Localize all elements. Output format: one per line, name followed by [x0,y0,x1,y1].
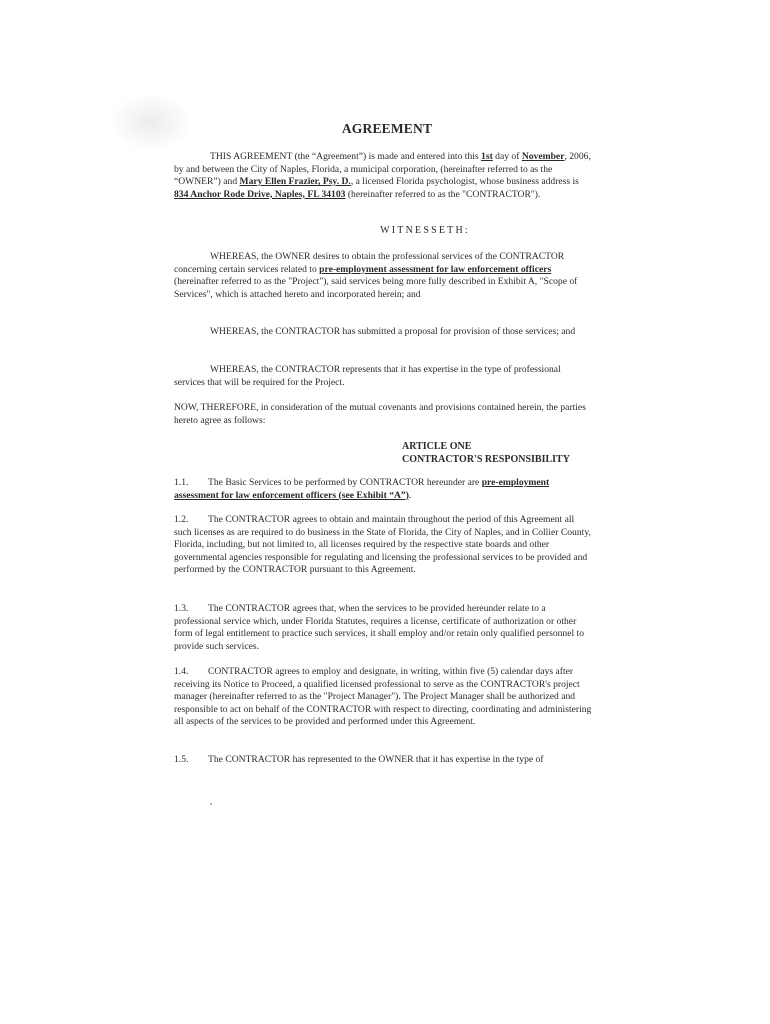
section-1-2: 1.2. The CONTRACTOR agrees to obtain and maintain throughout the period of this Agreement all such licenses as are required to do business in the State of Florida, the City of Naples, and in Collier County, Florida, including, but not limited to, all licenses required by the respective state boards and other governmental agencies responsible for regulating and licensing the professional services to be provided and performed by the CONTRACTOR pursuant to this Agreement. [174,514,591,576]
now-therefore-paragraph: NOW, THEREFORE, in consideration of the mutual covenants and provisions contained herein, the parties hereto agree as follows: [174,402,586,426]
whereas-paragraph-2: WHEREAS, the CONTRACTOR has submitted a proposal for provision of those services; and [210,326,576,337]
scan-speck [210,803,212,805]
contractor-name-field: Mary Ellen Frazier, Psy. D. [239,176,351,188]
month-field: November [521,151,565,162]
article-number: ARTICLE ONE [402,441,472,452]
project-field: pre-employment assessment for law enforcement officers [319,263,552,275]
day-field: 1st [481,151,493,162]
section-1-4: 1.4. CONTRACTOR agrees to employ and designate, in writing, within five (5) calendar days after receiving its Notice to Proceed, a qualified licensed professional to serve as the CONTRACTOR's project manager (hereinafter referred to as the "Project Manager"). The Project Manager shall be authorized and responsible to act on behalf of the CONTRACTOR with respect to directing, coordinating and administering all aspects of the services to be provided and performed under this Agreement. [174,666,592,728]
section-1-5: 1.5. The CONTRACTOR has represented to the OWNER that it has expertise in the type of [174,754,544,765]
intro-paragraph: THIS AGREEMENT (the “Agreement”) is made and entered into this 1st day of November, 2006, by and between the City of Naples, Florida, a municipal corporation, (hereinafter referred to as the “OWNER”) and Mary Ellen Frazier, Psy. D., a licensed Florida psychologist, whose business address is 834 Anchor Rode Drive, Naples, FL 34103 (hereinafter referred to as the "CONTRACTOR"). [174,151,591,200]
article-heading [402,440,570,466]
section-1-3: 1.3. The CONTRACTOR agrees that, when the services to be provided hereunder relate to a professional service which, under Florida Statutes, requires a license, certificate of authorization or other form of legal entitlement to practice such services, it shall employ and/or retain only qualified personnel to provide such services. [174,603,585,652]
section-1-1: 1.1. The Basic Services to be performed by CONTRACTOR hereunder are pre-employment assessment for law enforcement officers (see Exhibit “A”). [174,477,550,501]
whereas-paragraph-1: WHEREAS, the OWNER desires to obtain the professional services of the CONTRACTOR concerning certain services related to pre-employment assessment for law enforcement officers (hereinafter referred to as the "Project"), said services being more fully described in Exhibit A, "Scope of Services", which is attached hereto and incorporated herein; and [174,251,578,300]
basic-services-field: pre-employment assessment for law enforcement officers (see Exhibit “A”) [174,477,550,501]
page-title: AGREEMENT [341,121,433,136]
article-title: CONTRACTOR'S RESPONSIBILITY [402,454,570,465]
address-field: 834 Anchor Rode Drive, Naples, FL 34103 [174,188,346,200]
whereas-paragraph-3: WHEREAS, the CONTRACTOR represents that it has expertise in the type of professional services that will be required for the Project. [174,364,561,388]
witnesseth-heading: WITNESSETH: [380,225,470,236]
